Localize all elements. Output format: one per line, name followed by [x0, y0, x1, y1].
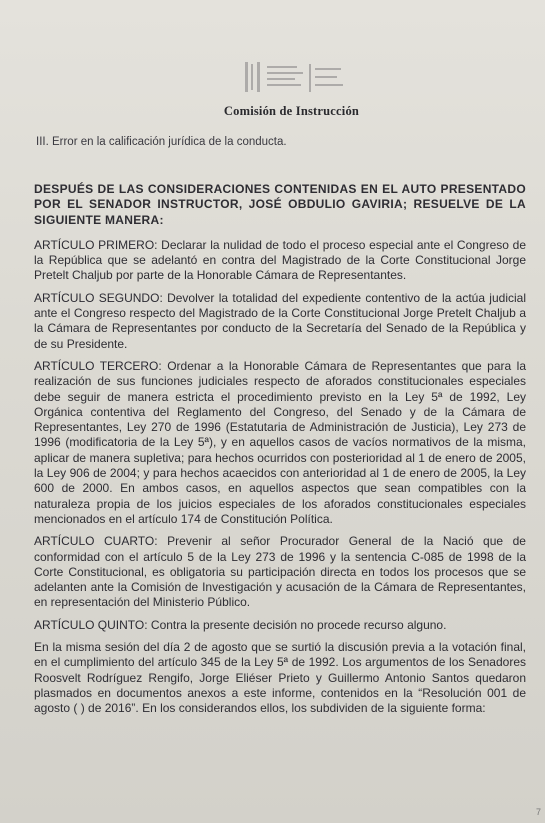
article-label: ARTÍCULO SEGUNDO — [34, 290, 160, 305]
article-text: : Devolver la totalidad del expediente contentivo de la actúa judicial ante el Congreso respecto del Magistrado de la Corte Constitucional Jorge Pretelt Chaljub a la Cámara de Representantes por conducto de la Secretaría del Senado de la República y de su Presidente. — [34, 290, 526, 351]
article-label: ARTÍCULO QUINTO — [34, 617, 145, 632]
article-text: : Declarar la nulidad de todo el proceso especial ante el Congreso de la República que se adelantó en contra del Magistrado de la Corte Constitucional Jorge Pretelt Chaljub por parte de la Honorable Cámara de Representantes. — [34, 237, 526, 283]
committee-title: Comisión de Instrucción — [223, 104, 360, 118]
article-label: ARTÍCULO CUARTO — [34, 534, 155, 549]
institution-seal-image — [237, 58, 349, 98]
article-text: : Ordenar a la Honorable Cámara de Representantes que para la realización de sus funciones judiciales respecto de aforados constitucionales especiales debe seguir de manera estricta el procedimiento previsto en la Ley 5ª de 1992, Ley Orgánica contentiva del Reglamento del Congreso, del Senado y de la Cámara de Representantes, Ley 270 de 1996 (Estatutaria de Administración de Justicia), Ley 273 de 1996 (modificatoria de la Ley 5ª), y en aquellos casos de vacíos normativos de la misma, aplicar de manera supletiva; para hechos ocurridos con posterioridad al 1 de enero de 2005, la Ley 906 de 2004; y para hechos acaecidos con anterioridad al 1 de enero de 2005, la Ley 600 de 2000. En ambos casos, en aquellos aspectos que sean compatibles con la naturaleza propia de los juicios especiales de los aforados constitucionales especiales mencionados en el artículo 174 de Constitución Política. — [34, 358, 526, 526]
page-number: 7 — [535, 807, 541, 817]
article-text: : Contra la presente decisión no procede recurso alguno. — [144, 617, 447, 632]
article-text: : Prevenir al señor Procurador General de la Nació que de conformidad con el artículo 5 de la Ley 273 de 1996 y la sentencia C-085 de 1998 de la Corte Constitucional, es obligatoria su participación directa en todos los procesos que se adelanten ante la Comisión de Investigación y acusación de la Cámara de Representantes, en representación del Ministerio Público. — [34, 534, 526, 610]
article-1 — [34, 238, 526, 284]
resolution-intro: DESPUÉS DE LAS CONSIDERACIONES CONTENIDAS EN EL AUTO PRESENTADO POR EL SENADOR INSTRUCTOR, JOSÉ OBDULIO GAVIRIA; RESUELVE DE LA SIGUIENTE MANERA: — [34, 182, 526, 227]
resolution-body — [34, 182, 526, 717]
article-4 — [34, 534, 526, 610]
section-heading: III. Error en la calificación jurídica de la conducta. — [36, 136, 287, 148]
closing-paragraph: En la misma sesión del día 2 de agosto que se surtió la discusión previa a la votación final, en el cumplimiento del artículo 345 de la Ley 5ª de 1992. Los argumentos de los Senadores Roosvelt Rodríguez Rengifo, Jorge Eliéser Prieto y Guillermo Antonio Santos quedaron plasmados en documentos anexos a este informe, contenidos en la “Resolución 001 de agosto ( ) de 2016”. En los considerandos ellos, los subdividen de la siguiente forma: — [34, 640, 526, 716]
article-label: ARTÍCULO TERCERO — [34, 358, 159, 373]
article-3 — [34, 359, 526, 527]
article-5 — [34, 618, 526, 633]
article-2 — [34, 291, 526, 352]
article-label: ARTÍCULO PRIMERO — [34, 237, 155, 252]
